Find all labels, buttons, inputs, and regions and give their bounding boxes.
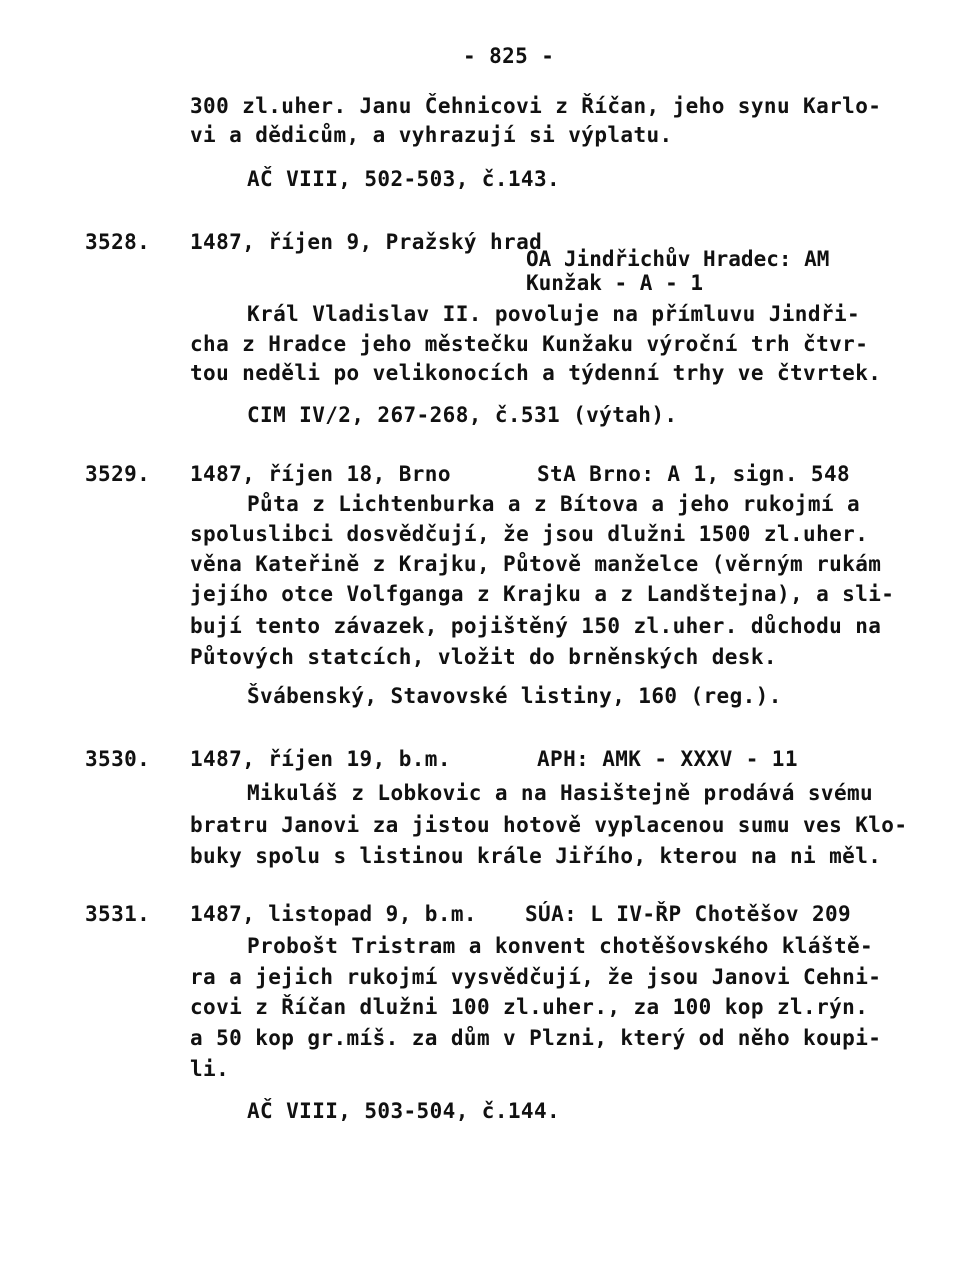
- text-line: Král Vladislav II. povoluje na přímluvu Jindři-: [247, 302, 861, 326]
- citation: CIM IV/2, 267-268, č.531 (výtah).: [247, 403, 678, 427]
- text-line: a 50 kop gr.míš. za dům v Plzni, který od něho koupi-: [190, 1026, 882, 1050]
- text-line: Mikuláš z Lobkovic a na Hasištejně prodává svému: [247, 781, 874, 805]
- text-line: jejího otce Volfganga z Krajku a z Landštejna), a sli-: [190, 582, 895, 606]
- archive-reference: StA Brno: A 1, sign. 548: [537, 462, 851, 486]
- entry-number: 3528.: [85, 230, 151, 254]
- text-line: cha z Hradce jeho městečku Kunžaku výroční trh čtvr-: [190, 332, 869, 356]
- entry-number: 3530.: [85, 747, 151, 771]
- archive-reference: Kunžak - A - 1: [526, 271, 704, 295]
- citation: AČ VIII, 502-503, č.143.: [247, 167, 561, 191]
- citation: AČ VIII, 503-504, č.144.: [247, 1099, 561, 1123]
- entry-header: 1487, říjen 19, b.m.: [190, 747, 451, 771]
- entry-header: 1487, listopad 9, b.m.: [190, 902, 477, 926]
- archive-reference: SÚA: L IV-ŘP Chotěšov 209: [525, 902, 852, 926]
- text-line: Probošt Tristram a konvent chotěšovského kláště-: [247, 934, 874, 958]
- archive-reference: APH: AMK - XXXV - 11: [537, 747, 798, 771]
- citation: Švábenský, Stavovské listiny, 160 (reg.).: [247, 684, 782, 708]
- text-line: bratru Janovi za jistou hotově vyplacenou sumu ves Klo-: [190, 813, 908, 837]
- text-line: tou neděli po velikonocích a týdenní trhy ve čtvrtek.: [190, 361, 882, 385]
- entry-number: 3529.: [85, 462, 151, 486]
- text-line: Půtových statcích, vložit do brněnských desk.: [190, 645, 777, 669]
- entry-header: 1487, říjen 9, Pražský hrad: [190, 230, 543, 254]
- text-line: bují tento závazek, pojištěný 150 zl.uher. důchodu na: [190, 614, 882, 638]
- text-line: Půta z Lichtenburka a z Bítova a jeho rukojmí a: [247, 492, 861, 516]
- text-line: spoluslibci dosvědčují, že jsou dlužni 1500 zl.uher.: [190, 522, 869, 546]
- text-line: věna Kateřině z Krajku, Půtově manželce (věrným rukám: [190, 552, 882, 576]
- page-number: - 825 -: [463, 44, 555, 68]
- entry-header: 1487, říjen 18, Brno: [190, 462, 451, 486]
- text-line: vi a dědicům, a vyhrazují si výplatu.: [190, 123, 673, 147]
- text-line: li.: [190, 1057, 230, 1081]
- text-line: covi z Říčan dlužni 100 zl.uher., za 100 kop zl.rýn.: [190, 995, 869, 1019]
- text-line: buky spolu s listinou krále Jiřího, kterou na ni měl.: [190, 844, 882, 868]
- entry-number: 3531.: [85, 902, 151, 926]
- archive-reference: OA Jindřichův Hradec: AM: [526, 247, 830, 271]
- text-line: ra a jejich rukojmí vysvědčují, že jsou Janovi Cehni-: [190, 965, 882, 989]
- text-line: 300 zl.uher. Janu Čehnicovi z Říčan, jeho synu Karlo-: [190, 94, 882, 118]
